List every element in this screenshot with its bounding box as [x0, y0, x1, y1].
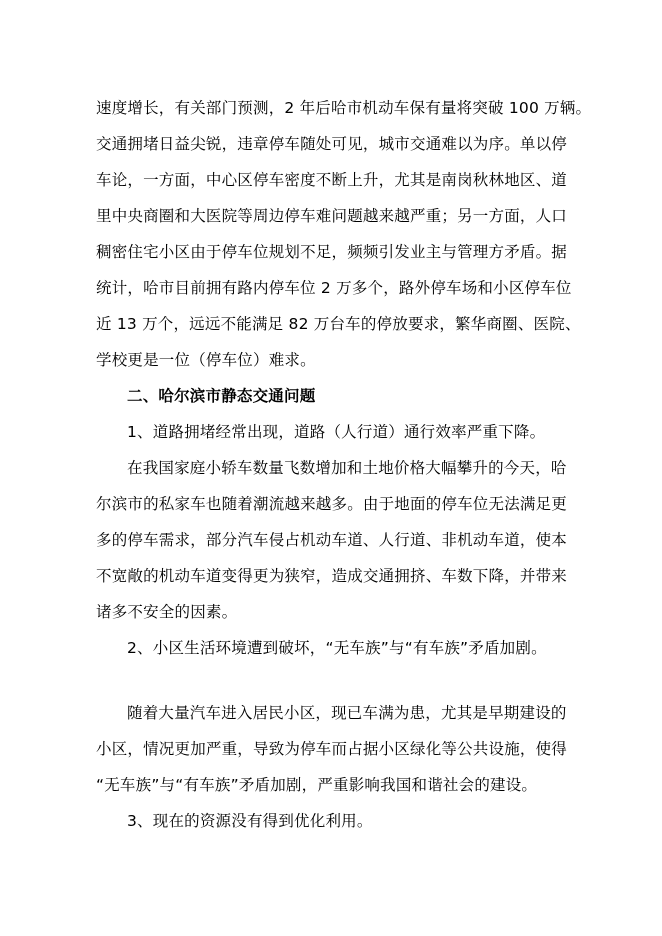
- section-heading: 二、哈尔滨市静态交通问题: [127, 387, 316, 405]
- paragraph2-line3: 多的停车需求，部分汽车侵占机动车道、人行道、非机动车道，使本: [96, 531, 568, 549]
- paragraph3-line1: 随着大量汽车进入居民小区，现已车满为患，尤其是早期建设的: [127, 704, 567, 722]
- paragraph1-line6: 统计，哈市目前拥有路内停车位 2 万多个，路外停车场和小区停车位: [96, 279, 572, 297]
- paragraph1-line5: 稠密住宅小区由于停车位规划不足，频频引发业主与管理方矛盾。据: [96, 243, 568, 261]
- subheading-2: 2、小区生活环境遭到破坏，“无车族”与“有车族”矛盾加剧。: [127, 639, 547, 657]
- paragraph1-line7: 近 13 万个，远远不能满足 82 万台车的停放要求，繁华商圈、医院、: [96, 315, 581, 333]
- paragraph3-line3: “无车族”与“有车族”矛盾加剧，严重影响我国和谐社会的建设。: [96, 776, 538, 794]
- paragraph1-line1: 速度增长，有关部门预测，2 年后哈市机动车保有量将突破 100 万辆。: [96, 99, 592, 117]
- paragraph1-line2: 交通拥堵日益尖锐，违章停车随处可见，城市交通难以为序。单以停: [96, 135, 568, 153]
- subheading-1: 1、道路拥堵经常出现，道路（人行道）通行效率严重下降。: [127, 423, 546, 441]
- subheading-3: 3、现在的资源没有得到优化利用。: [127, 812, 373, 830]
- paragraph1-line4: 里中央商圈和大医院等周边停车难问题越来越严重；另一方面，人口: [96, 207, 568, 225]
- paragraph2-line1: 在我国家庭小轿车数量飞数增加和土地价格大幅攀升的今天，哈: [127, 459, 567, 477]
- paragraph3-line2: 小区，情况更加严重，导致为停车而占据小区绿化等公共设施，使得: [96, 740, 568, 758]
- paragraph1-line3: 车论，一方面，中心区停车密度不断上升，尤其是南岗秋林地区、道: [96, 171, 568, 189]
- paragraph1-line8: 学校更是一位（停车位）难求。: [96, 351, 316, 369]
- paragraph2-line4: 不宽敞的机动车道变得更为狭窄，造成交通拥挤、车数下降，并带来: [96, 567, 568, 585]
- paragraph2-line5: 诸多不安全的因素。: [96, 603, 238, 621]
- paragraph2-line2: 尔滨市的私家车也随着潮流越来越多。由于地面的停车位无法满足更: [96, 495, 568, 513]
